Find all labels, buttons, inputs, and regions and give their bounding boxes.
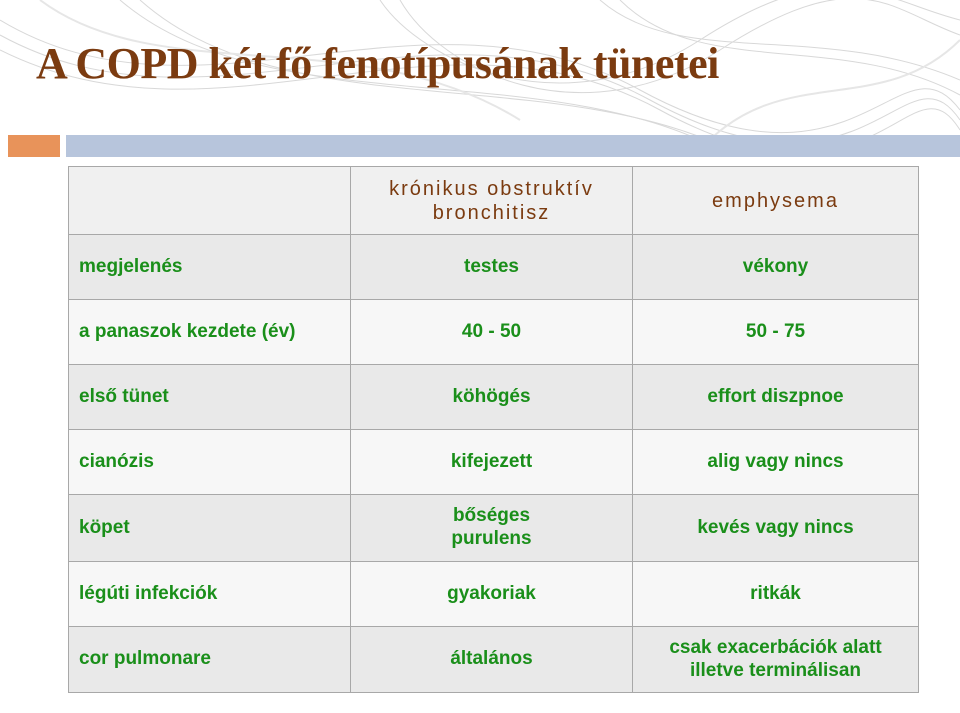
- emphysema-value: csak exacerbációk alatt illetve terminálisan: [633, 627, 919, 693]
- accent-bar-blue: [66, 135, 960, 157]
- row-label: első tünet: [69, 365, 351, 430]
- row-label: megjelenés: [69, 235, 351, 300]
- table-row: [69, 562, 919, 627]
- emphysema-value: vékony: [633, 235, 919, 300]
- table-header-row: [69, 167, 919, 235]
- emphysema-value: kevés vagy nincs: [633, 495, 919, 562]
- table-row: [69, 430, 919, 495]
- bronchitis-value: köhögés: [351, 365, 633, 430]
- accent-bar-orange: [8, 135, 60, 157]
- table-row: [69, 495, 919, 562]
- phenotype-comparison-table: [68, 166, 919, 693]
- row-label: cor pulmonare: [69, 627, 351, 693]
- table-header-emphysema: emphysema: [633, 167, 919, 235]
- emphysema-value: alig vagy nincs: [633, 430, 919, 495]
- table-row: [69, 235, 919, 300]
- table-header-empty: [69, 167, 351, 235]
- row-label: légúti infekciók: [69, 562, 351, 627]
- table-row: [69, 627, 919, 693]
- bronchitis-value: bőséges purulens: [351, 495, 633, 562]
- row-label: köpet: [69, 495, 351, 562]
- bronchitis-value: gyakoriak: [351, 562, 633, 627]
- row-label: a panaszok kezdete (év): [69, 300, 351, 365]
- bronchitis-value: 40 - 50: [351, 300, 633, 365]
- table-row: [69, 365, 919, 430]
- table-header-bronchitis: krónikus obstruktív bronchitisz: [351, 167, 633, 235]
- row-label: cianózis: [69, 430, 351, 495]
- table-row: [69, 300, 919, 365]
- bronchitis-value: általános: [351, 627, 633, 693]
- emphysema-value: ritkák: [633, 562, 919, 627]
- emphysema-value: 50 - 75: [633, 300, 919, 365]
- bronchitis-value: kifejezett: [351, 430, 633, 495]
- emphysema-value: effort diszpnoe: [633, 365, 919, 430]
- slide-title: A COPD két fő fenotípusának tünetei: [36, 39, 719, 88]
- bronchitis-value: testes: [351, 235, 633, 300]
